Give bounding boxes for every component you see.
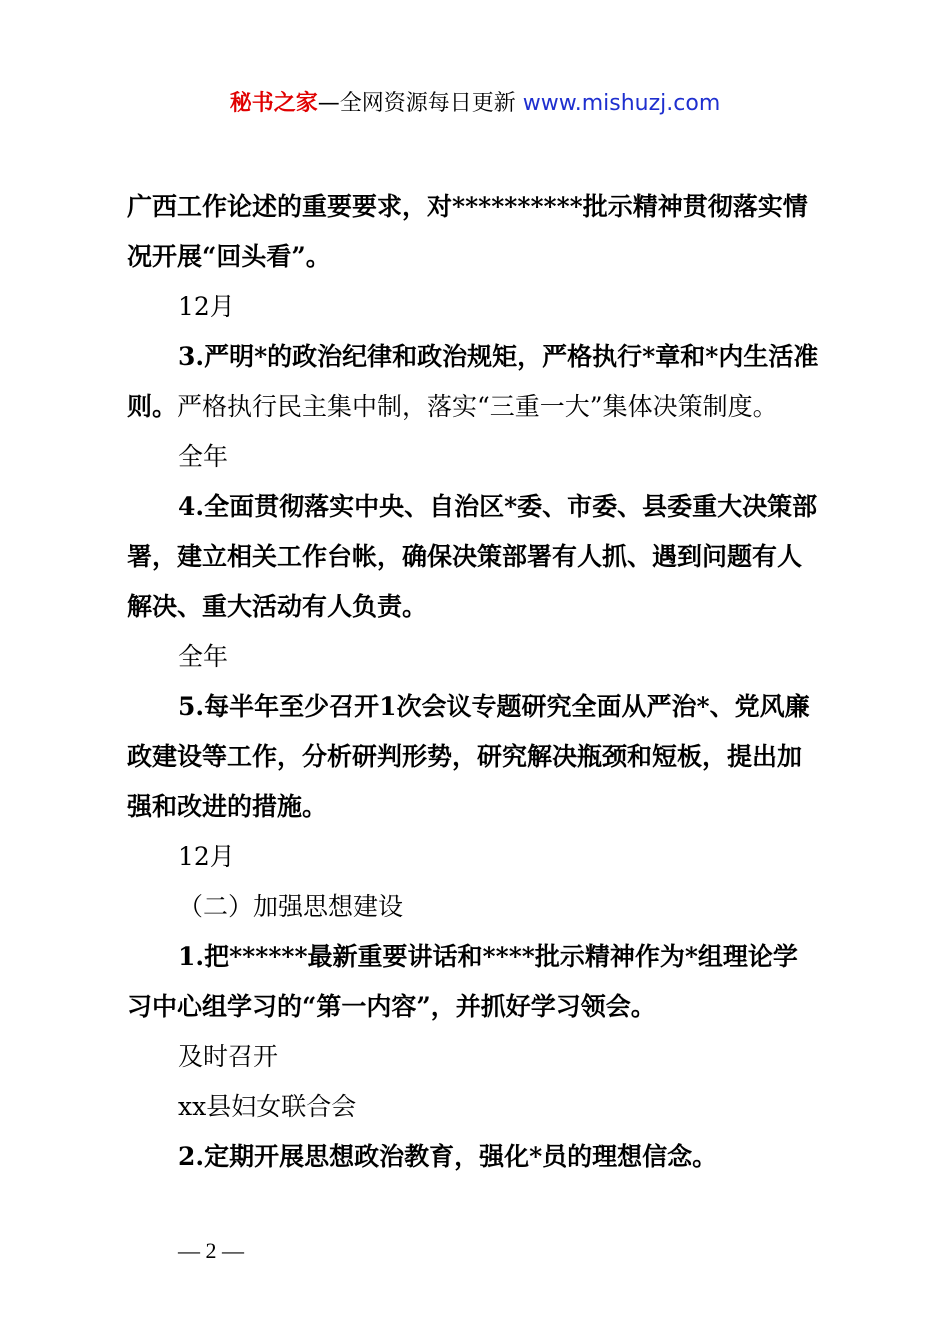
paragraph-line: 1.把******最新重要讲话和****批示精神作为*组理论学 xyxy=(178,942,798,971)
paragraph-line-normal: 严格执行民主集中制，落实“三重一大”集体决策制度。 xyxy=(177,392,778,421)
paragraph-line: 解决、重大活动有人负责。 xyxy=(127,592,428,621)
paragraph-line: 政建设等工作，分析研判形势，研究解决瓶颈和短板，提出加 xyxy=(127,742,803,771)
section2-item-1-paragraph xyxy=(127,932,832,1032)
paragraph-line: 3.严明*的政治纪律和政治规矩，严格执行*章和*内生活准 xyxy=(178,342,819,371)
section-heading: （二）加强思想建设 xyxy=(178,892,404,921)
paragraph-line: 强和改进的措施。 xyxy=(127,792,328,821)
paragraph-line: 署，建立相关工作台帐，确保决策部署有人抓、遇到问题有人 xyxy=(127,542,803,571)
paragraph-line: 广西工作论述的重要要求，对**********批示精神贯彻落实情 xyxy=(127,192,808,221)
watermark-header xyxy=(0,88,950,120)
paragraph-line: 4.全面贯彻落实中央、自治区*委、市委、县委重大决策部 xyxy=(178,492,818,521)
time-label: 12月 xyxy=(178,842,235,871)
header-url[interactable]: www.mishuzj.com xyxy=(522,91,721,116)
paragraph-line: 习中心组学习的“第一内容”，并抓好学习领会。 xyxy=(127,992,656,1021)
header-brand: 秘书之家 xyxy=(229,91,318,116)
organization-label: xx县妇女联合会 xyxy=(178,1092,357,1121)
item-3-paragraph xyxy=(127,332,832,432)
header-slogan: —全网资源每日更新 xyxy=(317,91,516,116)
paragraph-guangxi-review xyxy=(127,182,832,282)
time-label: 全年 xyxy=(178,442,229,471)
item-5-paragraph xyxy=(127,682,832,832)
item-4-paragraph xyxy=(127,482,832,632)
time-label: 及时召开 xyxy=(178,1042,279,1071)
paragraph-line: 5.每半年至少召开1次会议专题研究全面从严治*、党风廉 xyxy=(178,692,810,721)
paragraph-line-bold: 则。 xyxy=(127,392,178,421)
time-label: 12月 xyxy=(178,292,235,321)
time-label: 全年 xyxy=(178,642,229,671)
page-number: — 2 — xyxy=(178,1238,244,1263)
section2-item-2-paragraph: 2.定期开展思想政治教育，强化*员的理想信念。 xyxy=(178,1142,718,1171)
paragraph-line: 况开展“回头看”。 xyxy=(127,242,331,271)
